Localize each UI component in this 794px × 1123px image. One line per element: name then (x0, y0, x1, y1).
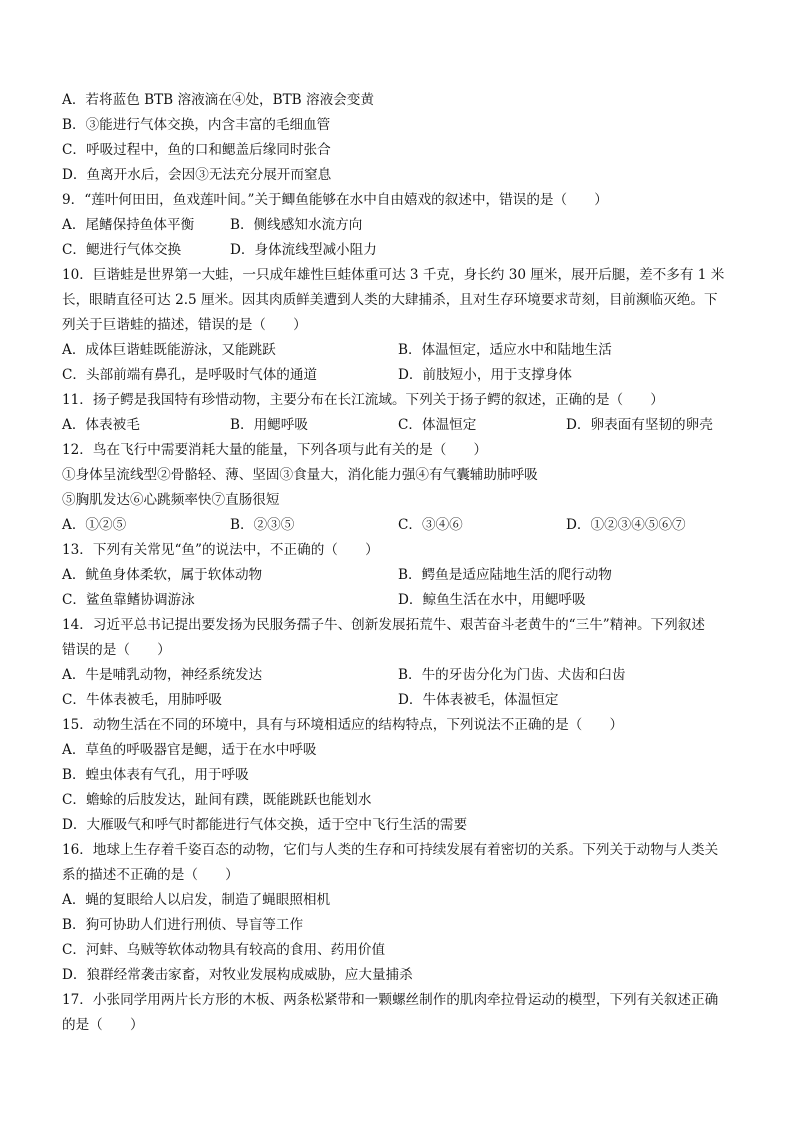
q15-option-c: C．蟾蜍的后肢发达，趾间有蹼，既能跳跃也能划水 (62, 792, 372, 808)
q13-option-b: B．鳄鱼是适应陆地生活的爬行动物 (398, 567, 612, 583)
q16-stem-line: 系的描述不正确的是（ ） (62, 867, 239, 883)
question-10 (62, 263, 742, 388)
question-14 (62, 613, 742, 713)
q16-option-a: A．蝇的复眼给人以启发，制造了蝇眼照相机 (62, 892, 331, 908)
q9-option-b: B．侧线感知水流方向 (230, 217, 363, 233)
q15-option-b: B．蝗虫体表有气孔，用于呼吸 (62, 767, 249, 783)
question-16 (62, 838, 742, 988)
q10-stem-line: 列关于巨谐蛙的描述，错误的是（ ） (62, 317, 307, 333)
q9-option-d: D．身体流线型减小阻力 (230, 242, 377, 258)
q12-stem: 12．鸟在飞行中需要消耗大量的能量，下列各项与此有关的是（ ） (62, 442, 488, 458)
q17-stem-line: 的是（ ） (62, 1017, 144, 1033)
q12-items-line: ①身体呈流线型②骨骼轻、薄、坚固③食量大，消化能力强④有气囊辅助肺呼吸 (62, 467, 538, 483)
q9-option-a: A．尾鳍保持鱼体平衡 (62, 217, 195, 233)
q12-option-a: A．①②⑤ (62, 517, 127, 533)
q15-stem: 15．动物生活在不同的环境中，具有与环境相适应的结构特点，下列说法不正确的是（ ） (62, 717, 624, 733)
q13-stem: 13．下列有关常见“鱼”的说法中，不正确的（ ） (62, 542, 379, 558)
q10-option-c: C．头部前端有鼻孔，是呼吸时气体的通道 (62, 367, 318, 383)
q8-option-b: B．③能进行气体交换，内含丰富的毛细血管 (62, 117, 331, 133)
q9-stem: 9．“莲叶何田田，鱼戏莲叶间。”关于鲫鱼能够在水中自由嬉戏的叙述中，错误的是（ ） (62, 192, 608, 208)
q15-option-d: D．大雁吸气和呼气时都能进行气体交换，适于空中飞行生活的需要 (62, 817, 468, 833)
q12-items-line: ⑤胸肌发达⑥心跳频率快⑦直肠很短 (62, 492, 280, 508)
q8-option-d: D．鱼离开水后，会因③无法充分展开而窒息 (62, 167, 332, 183)
q10-stem-line: 长，眼睛直径可达 2.5 厘米。因其肉质鲜美遭到人类的大肆捕杀，且对生存环境要求苛刻，目前濒临灭绝。下 (62, 292, 718, 308)
q9-option-c: C．鳃进行气体交换 (62, 242, 182, 258)
q11-stem: 11．扬子鳄是我国特有珍惜动物，主要分布在长江流域。下列关于扬子鳄的叙述，正确的是（ ） (62, 392, 664, 408)
q12-option-d: D．①②③④⑤⑥⑦ (566, 517, 686, 533)
q12-option-c: C．③④⑥ (398, 517, 463, 533)
q10-option-b: B．体温恒定，适应水中和陆地生活 (398, 342, 612, 358)
q10-option-d: D．前肢短小，用于支撑身体 (398, 367, 573, 383)
q11-option-c: C．体温恒定 (398, 417, 477, 433)
q13-option-d: D．鲸鱼生活在水中，用鳃呼吸 (398, 592, 586, 608)
exam-page (62, 88, 742, 1038)
q14-option-c: C．牛体表被毛，用肺呼吸 (62, 692, 222, 708)
q11-option-d: D．卵表面有坚韧的卵壳 (566, 417, 713, 433)
q14-option-a: A．牛是哺乳动物，神经系统发达 (62, 667, 263, 683)
q15-option-a: A．草鱼的呼吸器官是鳃，适于在水中呼吸 (62, 742, 317, 758)
q12-option-b: B．②③⑤ (230, 517, 295, 533)
q14-stem-line: 14．习近平总书记提出要发扬为民服务孺子牛、创新发展拓荒牛、艰苦奋斗老黄牛的“三牛”精神。下列叙述 (62, 617, 705, 633)
q8-option-c: C．呼吸过程中，鱼的口和鳃盖后缘同时张合 (62, 142, 331, 158)
q10-stem-line: 10．巨谐蛙是世界第一大蛙，一只成年雄性巨蛙体重可达 3 千克，身长约 30 厘米，展开后腿，差不多有 1 米 (62, 267, 725, 283)
question-9 (62, 188, 742, 263)
question-17 (62, 988, 742, 1038)
q14-stem-line: 错误的是（ ） (62, 642, 171, 658)
question-15 (62, 713, 742, 838)
q13-option-c: C．鲨鱼靠鳍协调游泳 (62, 592, 195, 608)
q11-option-b: B．用鳃呼吸 (230, 417, 308, 433)
q16-option-b: B．狗可协助人们进行刑侦、导盲等工作 (62, 917, 304, 933)
q17-stem-line: 17．小张同学用两片长方形的木板、两条松紧带和一颗螺丝制作的肌肉牵拉骨运动的模型，下列有关叙述正确 (62, 992, 719, 1008)
question-13 (62, 538, 742, 613)
q16-option-c: C．河蚌、乌贼等软体动物具有较高的食用、药用价值 (62, 942, 386, 958)
q11-option-a: A．体表被毛 (62, 417, 140, 433)
q16-option-d: D．狼群经常袭击家畜，对牧业发展构成威胁，应大量捕杀 (62, 967, 413, 983)
question-11 (62, 388, 742, 438)
question-8-options (62, 88, 742, 188)
question-12 (62, 438, 742, 538)
q14-option-d: D．牛体表被毛，体温恒定 (398, 692, 559, 708)
q8-option-a: A．若将蓝色 BTB 溶液滴在④处，BTB 溶液会变黄 (62, 92, 374, 108)
q14-option-b: B．牛的牙齿分化为门齿、犬齿和臼齿 (398, 667, 626, 683)
q16-stem-line: 16．地球上生存着千姿百态的动物，它们与人类的生存和可持续发展有着密切的关系。下列关于动物与人类关 (62, 842, 719, 858)
q13-option-a: A．鱿鱼身体柔软，属于软体动物 (62, 567, 263, 583)
q10-option-a: A．成体巨谐蛙既能游泳，又能跳跃 (62, 342, 276, 358)
